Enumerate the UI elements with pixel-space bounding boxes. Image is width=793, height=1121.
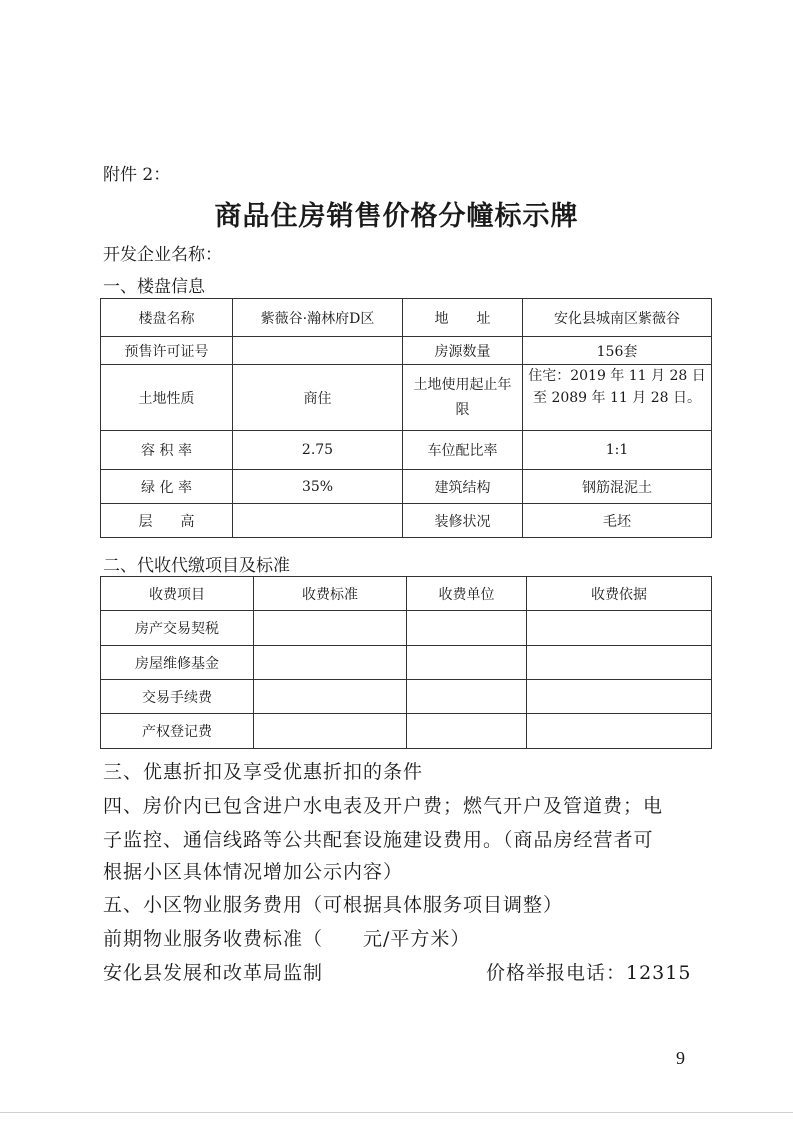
table-cell: [254, 714, 407, 749]
table-cell: [407, 646, 527, 680]
table-cell: 建筑结构: [403, 470, 523, 504]
table-cell: 楼盘名称: [101, 299, 233, 337]
table-cell: 土地性质: [101, 365, 233, 431]
table-cell: [407, 611, 527, 646]
table-cell: [527, 646, 712, 680]
table-cell: 住宅：2019 年 11 月 28 日至 2089 年 11 月 28 日。: [523, 365, 712, 431]
table-cell: [254, 611, 407, 646]
price-hotline: 价格举报电话：12315: [486, 962, 692, 984]
table-row: [101, 646, 712, 680]
section-1-heading: 一、楼盘信息: [103, 277, 205, 297]
table-cell: 1:1: [523, 431, 712, 470]
table-cell: [233, 337, 403, 365]
section-5-text: 五、小区物业服务费用（可根据具体服务项目调整）: [103, 894, 564, 916]
table-cell: 房产交易契税: [101, 611, 254, 646]
table-row: [101, 680, 712, 714]
column-header: 收费依据: [527, 577, 712, 611]
table-cell: [254, 680, 407, 714]
table-cell: 绿 化 率: [101, 470, 233, 504]
table-cell: 车位配比率: [403, 431, 523, 470]
table-cell: 产权登记费: [101, 714, 254, 749]
column-header: 收费单位: [407, 577, 527, 611]
table-cell: 156套: [523, 337, 712, 365]
table-cell: [233, 504, 403, 538]
table-cell: [254, 646, 407, 680]
property-fee-standard: 前期物业服务收费标准（ 元/平方米）: [103, 928, 471, 950]
table-cell: 房源数量: [403, 337, 523, 365]
table-cell: 交易手续费: [101, 680, 254, 714]
table-cell: 毛坯: [523, 504, 712, 538]
column-header: 收费项目: [101, 577, 254, 611]
section-4-line-1: 四、房价内已包含进户水电表及开户费；燃气开户及管道费；电: [103, 795, 664, 817]
table-cell: 紫薇谷·瀚林府D区: [233, 299, 403, 337]
table-cell: 层 高: [101, 504, 233, 538]
supervisor-text: 安化县发展和改革局监制: [103, 962, 324, 984]
section-2-heading: 二、代收代缴项目及标准: [103, 556, 290, 576]
page-bottom-rule: [0, 1112, 793, 1113]
table-cell: 土地使用起止年限: [403, 365, 523, 431]
table-cell: 预售许可证号: [101, 337, 233, 365]
developer-label: 开发企业名称：: [103, 245, 222, 265]
table-cell: 35%: [233, 470, 403, 504]
column-header: 收费标准: [254, 577, 407, 611]
table-cell: 商住: [233, 365, 403, 431]
table-cell: 装修状况: [403, 504, 523, 538]
table-cell: [527, 680, 712, 714]
table-cell: 房屋维修基金: [101, 646, 254, 680]
page-number: 9: [676, 1048, 685, 1068]
table-cell: 安化县城南区紫薇谷: [523, 299, 712, 337]
attachment-label: 附件 2：: [103, 165, 171, 185]
table-row: [101, 365, 712, 431]
table-row: [101, 504, 712, 538]
table-row: [101, 431, 712, 470]
table-row: [101, 470, 712, 504]
property-info-table: [100, 298, 712, 538]
section-3-text: 三、优惠折扣及享受优惠折扣的条件: [103, 761, 424, 783]
table-row: [101, 714, 712, 749]
table-cell: [407, 680, 527, 714]
table-header-row: [101, 577, 712, 611]
table-cell: 钢筋混泥土: [523, 470, 712, 504]
collection-fees-table: [100, 576, 712, 749]
table-cell: [407, 714, 527, 749]
table-row: [101, 611, 712, 646]
section-4-line-2: 子监控、通信线路等公共配套设施建设费用。（商品房经营者可: [103, 829, 654, 851]
table-cell: 容 积 率: [101, 431, 233, 470]
table-cell: 地 址: [403, 299, 523, 337]
table-cell: [527, 714, 712, 749]
table-row: [101, 337, 712, 365]
table-row: [101, 299, 712, 337]
page-title: 商品住房销售价格分幢标示牌: [214, 201, 579, 232]
table-cell: [527, 611, 712, 646]
table-cell: 2.75: [233, 431, 403, 470]
section-4-line-3: 根据小区具体情况增加公示内容）: [103, 861, 404, 883]
